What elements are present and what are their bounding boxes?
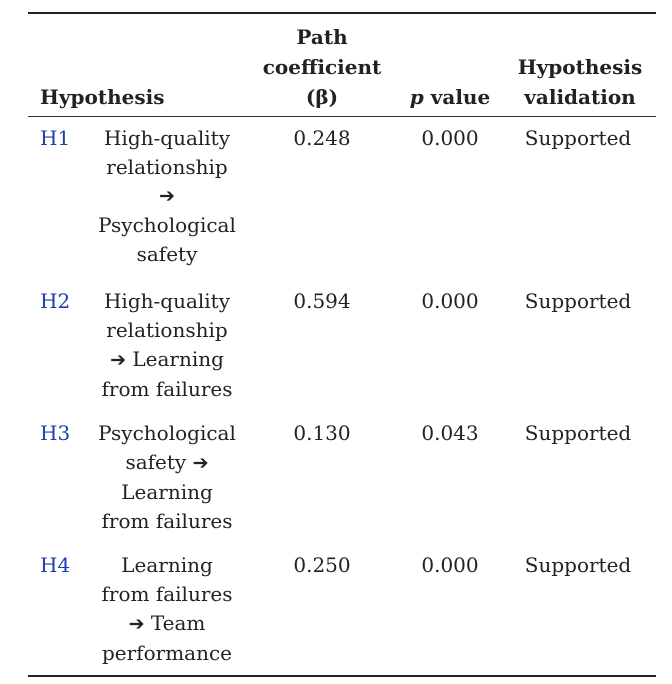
- validation-status: Supported: [524, 126, 632, 150]
- arrow-icon: ➔: [110, 349, 126, 371]
- path-coefficient-value: 0.130: [293, 421, 351, 445]
- hypothesis-path: High-quality relationship ➔ Learning from failures: [101, 289, 233, 401]
- validation-status: Supported: [524, 289, 632, 313]
- table-top-rule: [28, 12, 656, 14]
- path-coefficient-value: 0.248: [293, 126, 351, 150]
- p-value: 0.043: [421, 421, 479, 445]
- validation-status: Supported: [524, 421, 632, 445]
- path-coefficient-value: 0.250: [293, 553, 351, 577]
- arrow-icon: ➔: [128, 613, 145, 635]
- p-value: 0.000: [421, 553, 479, 577]
- hypothesis-path: Learning from failures ➔ Team performance: [101, 553, 233, 665]
- header-hypothesis-validation: Hypothesis validation: [517, 55, 643, 109]
- hypothesis-id-link[interactable]: H1: [40, 126, 71, 150]
- table-bottom-rule: [28, 675, 656, 677]
- arrow-icon: ➔: [192, 452, 209, 474]
- header-path-coefficient: Path coefficient (β): [262, 25, 382, 109]
- p-value: 0.000: [421, 289, 479, 313]
- hypothesis-id-link[interactable]: H3: [40, 421, 71, 445]
- header-p-value: p value: [409, 85, 491, 109]
- header-rule: [28, 116, 656, 117]
- p-value: 0.000: [421, 126, 479, 150]
- hypothesis-id-link[interactable]: H2: [40, 289, 71, 313]
- hypothesis-id-link[interactable]: H4: [40, 553, 71, 577]
- header-hypothesis: Hypothesis: [40, 85, 165, 109]
- path-coefficient-value: 0.594: [293, 289, 351, 313]
- arrow-icon: ➔: [159, 185, 175, 207]
- hypothesis-path: Psychological safety ➔ Learning from failures: [98, 421, 236, 533]
- hypothesis-path: High-quality relationship ➔ Psychological safety: [90, 124, 244, 269]
- validation-status: Supported: [524, 553, 632, 577]
